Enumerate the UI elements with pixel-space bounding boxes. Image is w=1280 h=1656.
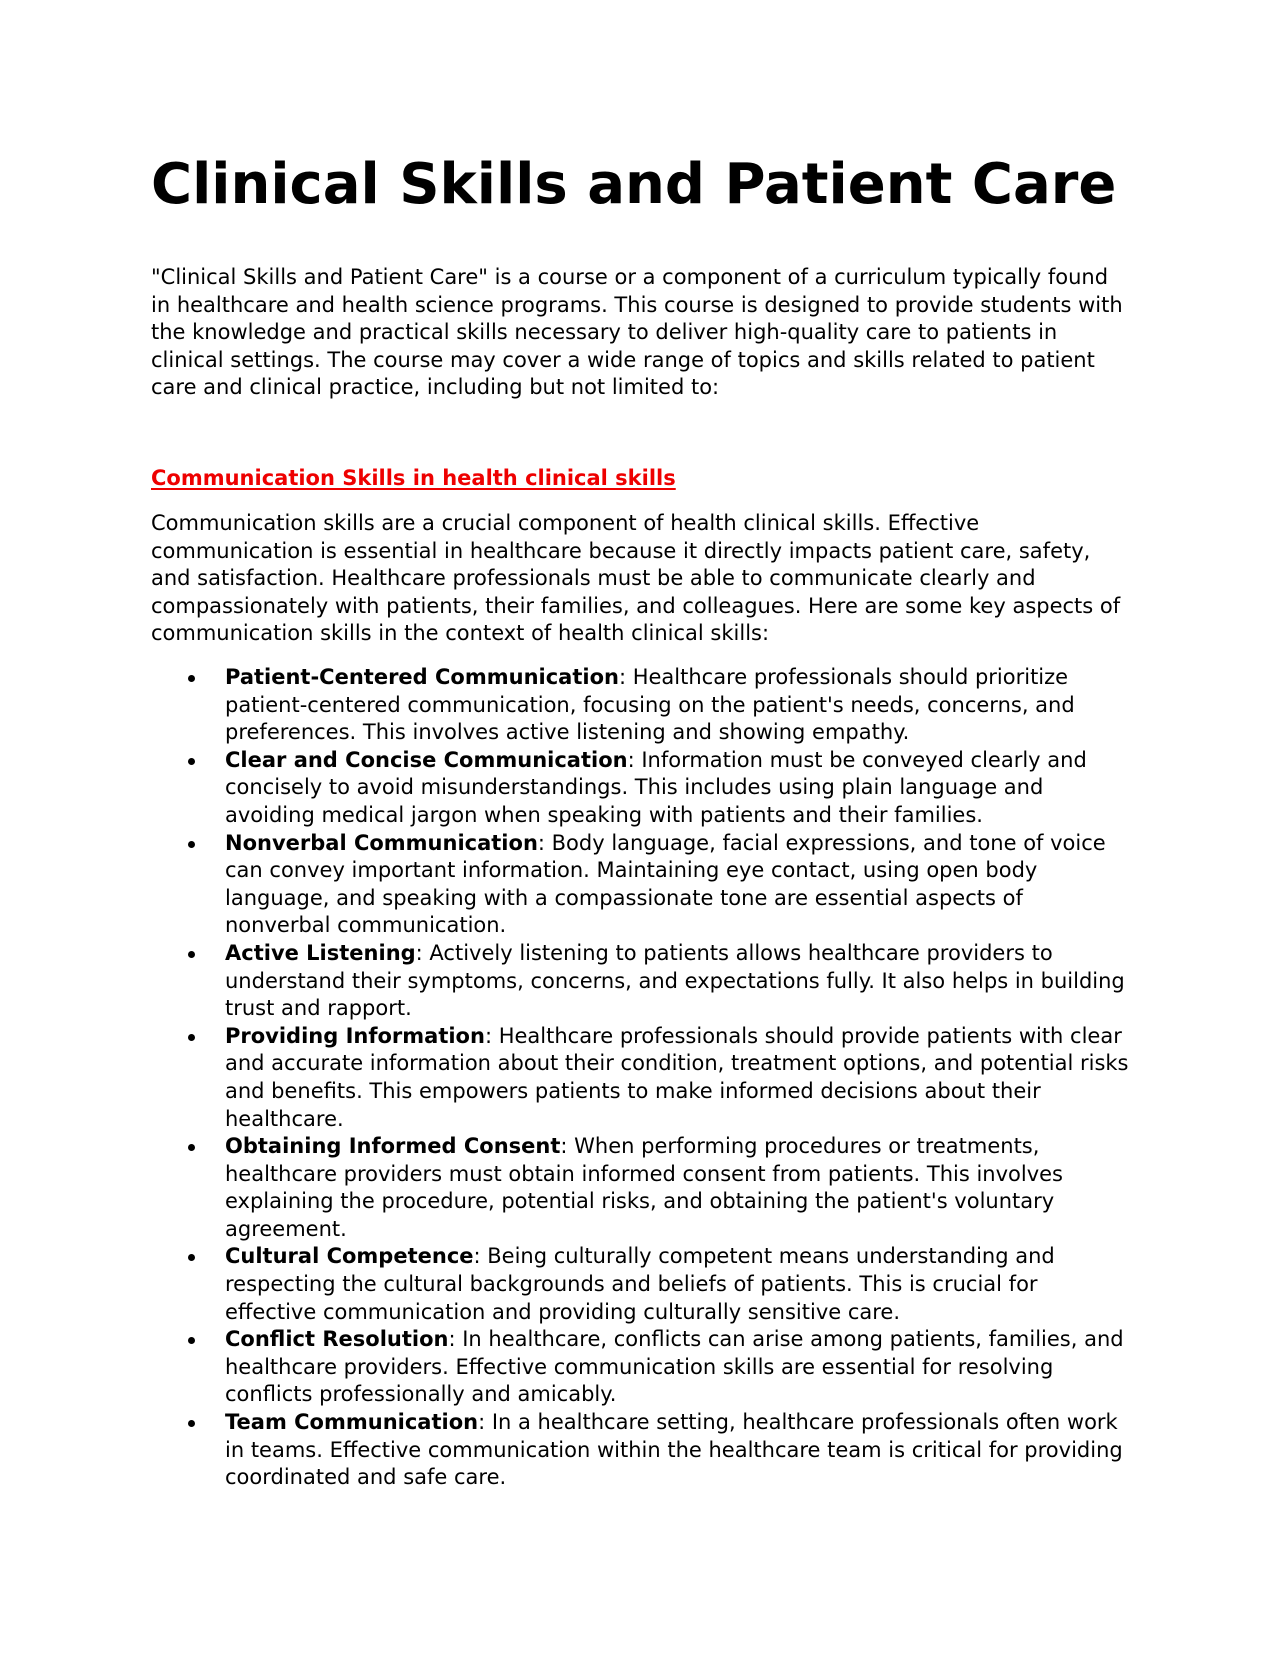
bullet-icon [188,758,195,765]
list-item-text: : Actively listening to patients allows healthcare providers to understand their symptoms, concerns, and expectations fully. It also helps in building trust and rapport. [225,940,1125,1021]
list-item [151,1133,1131,1243]
intro-paragraph: "Clinical Skills and Patient Care" is a course or a component of a curriculum typically found in healthcare and health science programs. This course is designed to provide students with the knowledge and practical skills necessary to deliver high-quality care to patients in clinical settings. The course may cover a wide range of topics and skills related to patient care and clinical practice, including but not limited to: [151,265,1123,399]
list-item-term: Active Listening [225,940,416,965]
list-item-text: : When performing procedures or treatments, healthcare providers must obtain informed consent from patients. This involves explaining the procedure, potential risks, and obtaining the patient's voluntary agreement. [225,1134,1064,1241]
list-item [151,1243,1131,1326]
bullet-icon [188,841,195,848]
list-item [151,940,1131,1023]
list-item-text: : Being culturally competent means understanding and respecting the cultural backgrounds and beliefs of patients. This is crucial for effective communication and providing culturally sensitive care. [225,1244,1055,1324]
list-item-text: : Information must be conveyed clearly and concisely to avoid misunderstandings. This includes using plain language and avoiding medical jargon when speaking with patients and their families. [225,747,1087,827]
bullet-icon [188,1420,195,1427]
bullet-icon [188,1144,195,1151]
list-item [151,1409,1131,1492]
list-item [151,1326,1131,1409]
list-item [151,1023,1131,1133]
bullet-icon [188,951,195,958]
list-item-term: Nonverbal Communication [225,830,538,855]
list-item [151,747,1131,830]
list-item-text: : Body language, facial expressions, and tone of voice can convey important information. Maintaining eye contact, using open body language, and speaking with a compassionate tone are essential aspects of nonverbal communication. [225,830,1106,938]
list-item-term: Patient-Centered Communication [225,665,619,689]
bullet-icon [188,1254,195,1261]
section-heading: Communication Skills in health clinical skills [151,466,676,490]
bullet-icon [188,1034,195,1041]
list-item-text: : Healthcare professionals should prioritize patient-centered communication, focusing on the patient's needs, concerns, and preferences. This involves active listening and showing empathy. [225,665,1075,745]
list-item-text: : Healthcare professionals should provide patients with clear and accurate information about their condition, treatment options, and potential risks and benefits. This empowers patients to make informed decisions about their healthcare. [225,1023,1129,1131]
section-intro-paragraph: Communication skills are a crucial component of health clinical skills. Effective communication is essential in healthcare because it directly impacts patient care, safety, and satisfaction. Healthcare professionals must be able to communicate clearly and compassionately with patients, their families, and colleagues. Here are some key aspects of communication skills in the context of health clinical skills: [151,511,1121,645]
communication-skills-list [151,664,1131,1492]
bullet-icon [188,675,195,682]
list-item-term: Conflict Resolution [225,1327,449,1352]
list-item-term: Team Communication [225,1410,479,1435]
list-item-term: Providing Information [225,1023,485,1048]
list-item-term: Cultural Competence [225,1244,474,1269]
bullet-icon [188,1337,195,1344]
list-item-text: : In healthcare, conflicts can arise among patients, families, and healthcare providers. Effective communication skills are essential for resolving conflicts professionally and amicably. [225,1327,1124,1407]
list-item [151,830,1131,940]
list-item-text: : In a healthcare setting, healthcare professionals often work in teams. Effective communication within the healthcare team is critical for providing coordinated and safe care. [225,1410,1123,1490]
list-item [151,664,1131,747]
list-item-term: Clear and Concise Communication [225,747,628,772]
page-title: Clinical Skills and Patient Care [151,152,1117,217]
list-item-term: Obtaining Informed Consent [225,1134,561,1159]
